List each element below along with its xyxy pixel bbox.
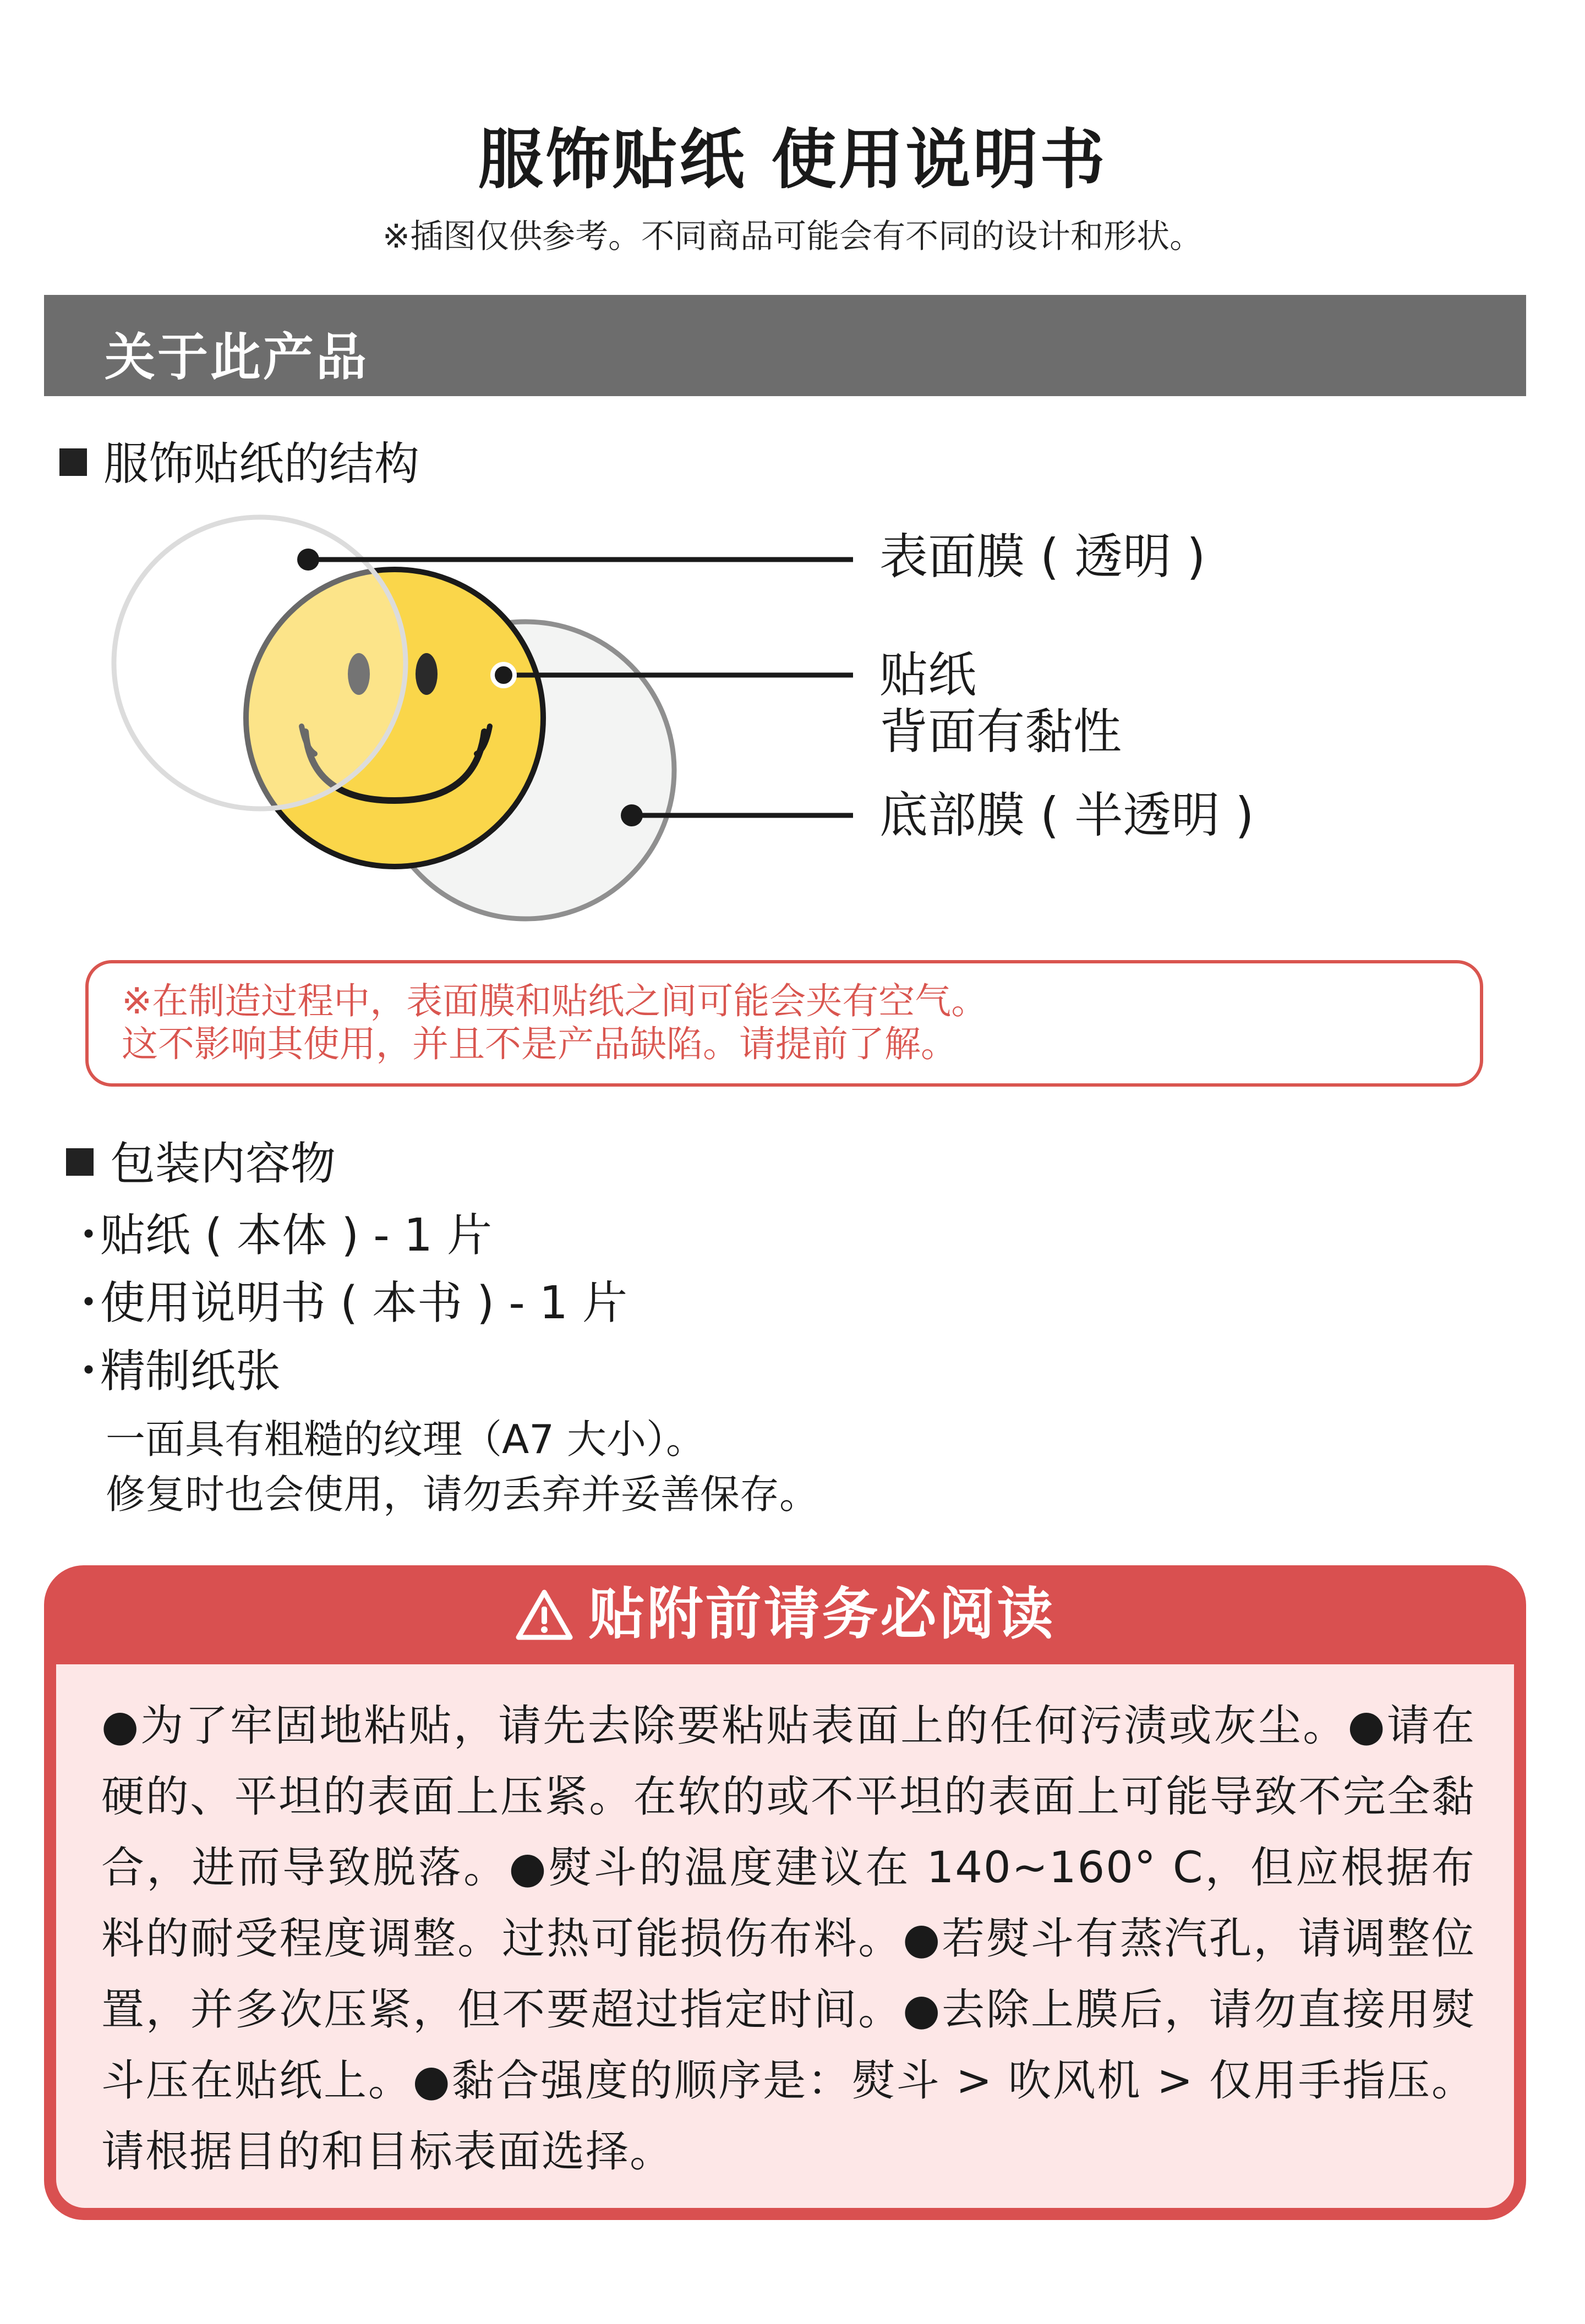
section-header-bar <box>44 295 1526 396</box>
notice-line1: ※在制造过程中，表面膜和贴纸之间可能会夹有空气。 <box>122 980 988 1022</box>
list-item <box>66 1199 492 1264</box>
sticker-label-line1: 贴纸 <box>879 646 977 703</box>
top-film-label: 表面膜 ( 透明 ) <box>879 528 1206 585</box>
list-item <box>66 1335 281 1400</box>
warning-triangle-icon <box>515 1589 573 1641</box>
package-item-paper: 精制纸张 <box>100 1345 281 1397</box>
warning-title: 贴附前请务必阅读 <box>588 1582 1056 1647</box>
square-bullet-icon <box>59 448 87 476</box>
sticker-structure-diagram <box>0 495 936 935</box>
paper-detail-line2: 修复时也会使用，请勿丢弃并妥善保存。 <box>106 1471 819 1517</box>
warning-header <box>44 1565 1526 1664</box>
bullet-dot-icon: ・ <box>66 1209 112 1262</box>
paper-detail-line1: 一面具有粗糙的纹理（A7 大小）。 <box>106 1416 706 1462</box>
bullet-dot-icon: ・ <box>66 1345 112 1397</box>
warning-text: ●为了牢固地粘贴，请先去除要粘贴表面上的任何污渍或灰尘。●请在硬的、平坦的表面上压紧。在软的或不平坦的表面上可能导致不完全黏合，进而导致脱落。●熨斗的温度建议在 140~160° C，但应根据布料的耐受程度调整。过热可能损伤布料。●若熨斗有蒸汽孔，请调整位置，并多次压紧，但不要超过指定时间。●去除上膜后，请勿直接用熨斗压在贴纸上。●黏合强度的顺序是：熨斗 > 吹风机 > 仅用手指压。请根据目的和目标表面选择。 <box>101 1701 1475 2177</box>
square-bullet-icon <box>66 1148 94 1176</box>
sticker-label-line2: 背面有黏性 <box>879 703 1122 760</box>
notice-line2: 这不影响其使用，并且不是产品缺陷。请提前了解。 <box>122 1023 957 1065</box>
package-item-sticker: 贴纸 ( 本体 ) - 1 片 <box>100 1209 493 1262</box>
package-heading <box>66 1128 336 1192</box>
list-item <box>66 1267 627 1331</box>
structure-heading-text: 服饰贴纸的结构 <box>103 438 420 490</box>
warning-box <box>44 1565 1526 2220</box>
bottom-film-label: 底部膜 ( 半透明 ) <box>879 787 1254 843</box>
package-item-manual: 使用说明书 ( 本书 ) - 1 片 <box>100 1277 628 1329</box>
air-bubble-notice <box>85 960 1483 1087</box>
page-title: 服饰贴纸 使用说明书 <box>478 122 1107 198</box>
package-heading-text: 包装内容物 <box>110 1138 336 1190</box>
warning-body <box>56 1664 1514 2208</box>
structure-heading <box>59 428 419 492</box>
bullet-dot-icon: ・ <box>66 1277 112 1329</box>
page-subtitle: ※插图仅供参考。不同商品可能会有不同的设计和形状。 <box>382 217 1203 256</box>
section-title: 关于此产品 <box>105 328 369 387</box>
